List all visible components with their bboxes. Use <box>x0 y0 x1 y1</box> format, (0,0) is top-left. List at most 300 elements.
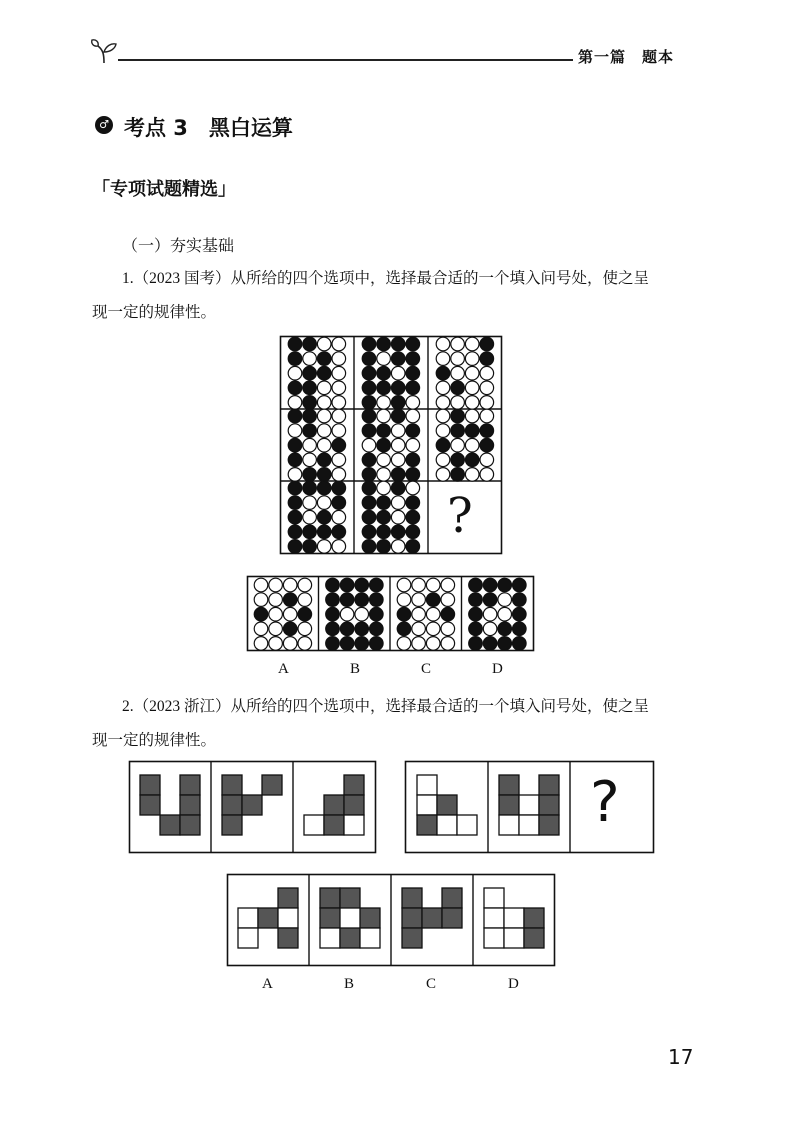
option-1-dot-1-1 <box>340 593 354 607</box>
grid-cell-2-dot-2-1 <box>451 366 465 380</box>
option-3-dot-3-0 <box>469 622 483 636</box>
grid-cell-7-dot-2-0 <box>362 510 376 524</box>
question-1-line2: 现一定的规律性。 <box>92 304 217 321</box>
grid-cell-0-dot-3-0 <box>288 381 302 395</box>
grid-cell-7-dot-1-0 <box>362 496 376 510</box>
option-1-dot-0-3 <box>370 578 384 592</box>
grid-cell-5-dot-3-0 <box>436 453 450 467</box>
grid-cell-5-dot-1-1 <box>451 424 465 438</box>
option-2-dot-2-3 <box>441 607 455 621</box>
grid-cell-2-dot-3-3 <box>480 381 494 395</box>
q1-option-d[interactable]: D <box>492 661 503 677</box>
q2-option-2-sq-1-0 <box>402 908 422 928</box>
grid-cell-2-dot-3-0 <box>436 381 450 395</box>
q2-option-2-sq-1-2 <box>442 908 462 928</box>
grid-cell-5-dot-0-0 <box>436 409 450 423</box>
option-3-dot-3-1 <box>483 622 497 636</box>
q2-option-d[interactable]: D <box>508 976 519 992</box>
grid-cell-7-dot-4-1 <box>377 540 391 554</box>
seq-cell-0-sq-1-0 <box>140 795 160 815</box>
q1-option-c[interactable]: C <box>421 661 432 677</box>
option-1-dot-0-0 <box>326 578 340 592</box>
grid-cell-7-dot-4-0 <box>362 540 376 554</box>
option-1-dot-1-2 <box>355 593 369 607</box>
grid-cell-7-dot-3-1 <box>377 525 391 539</box>
grid-cell-4-dot-0-3 <box>406 409 420 423</box>
grid-cell-3-dot-2-2 <box>317 438 331 452</box>
q2-option-3-sq-1-0 <box>484 908 504 928</box>
seq-cell-2-sq-2-1 <box>324 815 344 835</box>
option-1-dot-2-0 <box>326 607 340 621</box>
option-2-dot-1-3 <box>441 593 455 607</box>
option-1-dot-4-2 <box>355 637 369 651</box>
option-0-dot-4-0 <box>254 637 268 651</box>
q2-option-0-sq-2-0 <box>238 928 258 948</box>
q2-option-2-sq-0-2 <box>442 888 462 908</box>
question-2-text <box>92 690 692 758</box>
option-2-dot-3-3 <box>441 622 455 636</box>
option-0-dot-2-3 <box>298 607 312 621</box>
seq-cell-3-sq-1-1 <box>437 795 457 815</box>
option-3-dot-0-1 <box>483 578 497 592</box>
question-2-options <box>227 874 555 966</box>
option-0-dot-4-1 <box>269 637 283 651</box>
grid-cell-6-dot-2-3 <box>332 510 346 524</box>
option-0-dot-0-0 <box>254 578 268 592</box>
grid-cell-4-dot-2-1 <box>377 438 391 452</box>
grid-cell-1-dot-2-3 <box>406 366 420 380</box>
q2-option-a[interactable]: A <box>262 976 273 992</box>
option-2-dot-2-1 <box>412 607 426 621</box>
grid-cell-4-dot-2-3 <box>406 438 420 452</box>
seq-cell-1-sq-2-0 <box>222 815 242 835</box>
grid-cell-2-dot-1-0 <box>436 352 450 366</box>
grid-cell-0-dot-0-2 <box>317 337 331 351</box>
option-0-dot-2-1 <box>269 607 283 621</box>
grid-cell-4-dot-4-0 <box>362 468 376 482</box>
seq-cell-0-sq-1-2 <box>180 795 200 815</box>
part-title: （一）夯实基础 <box>122 236 235 255</box>
seq-cell-4-sq-2-2 <box>539 815 559 835</box>
grid-cell-1-dot-0-0 <box>362 337 376 351</box>
grid-cell-5-dot-1-2 <box>465 424 479 438</box>
option-3-dot-1-2 <box>498 593 512 607</box>
option-3-dot-2-1 <box>483 607 497 621</box>
seq-cell-4-sq-1-0 <box>499 795 519 815</box>
grid-cell-3-dot-0-3 <box>332 409 346 423</box>
grid-cell-0-dot-4-1 <box>303 396 317 410</box>
option-0-dot-2-0 <box>254 607 268 621</box>
q1-option-a[interactable]: A <box>278 661 289 677</box>
seq-cell-1-sq-0-0 <box>222 775 242 795</box>
question-1-question-mark: ? <box>447 488 473 544</box>
grid-cell-7-dot-3-2 <box>391 525 405 539</box>
grid-cell-5-dot-1-3 <box>480 424 494 438</box>
grid-cell-0-dot-1-3 <box>332 352 346 366</box>
option-1-dot-1-3 <box>370 593 384 607</box>
seq-cell-4-sq-0-0 <box>499 775 519 795</box>
grid-cell-3-dot-3-2 <box>317 453 331 467</box>
grid-cell-0-dot-2-3 <box>332 366 346 380</box>
grid-cell-4-dot-1-0 <box>362 424 376 438</box>
grid-cell-7-dot-0-0 <box>362 481 376 495</box>
grid-cell-3-dot-0-0 <box>288 409 302 423</box>
grid-cell-3-dot-2-3 <box>332 438 346 452</box>
grid-cell-4-dot-1-1 <box>377 424 391 438</box>
grid-cell-5-dot-0-1 <box>451 409 465 423</box>
option-1-dot-3-1 <box>340 622 354 636</box>
grid-cell-2-dot-3-1 <box>451 381 465 395</box>
grid-cell-3-dot-3-3 <box>332 453 346 467</box>
grid-cell-7-dot-2-2 <box>391 510 405 524</box>
option-1-dot-2-3 <box>370 607 384 621</box>
q2-option-1-sq-2-1 <box>340 928 360 948</box>
q2-option-1-sq-0-1 <box>340 888 360 908</box>
grid-cell-3-dot-1-2 <box>317 424 331 438</box>
grid-cell-6-dot-4-2 <box>317 540 331 554</box>
grid-cell-6-dot-1-0 <box>288 496 302 510</box>
section-bullet-icon: ♂ <box>95 116 113 134</box>
grid-cell-1-dot-3-3 <box>406 381 420 395</box>
option-1-dot-2-2 <box>355 607 369 621</box>
grid-cell-6-dot-2-1 <box>303 510 317 524</box>
grid-cell-6-dot-4-1 <box>303 540 317 554</box>
grid-cell-5-dot-3-2 <box>465 453 479 467</box>
grid-cell-7-dot-4-3 <box>406 540 420 554</box>
option-1-dot-3-0 <box>326 622 340 636</box>
grid-cell-4-dot-4-3 <box>406 468 420 482</box>
option-3-dot-1-1 <box>483 593 497 607</box>
grid-cell-2-dot-0-1 <box>451 337 465 351</box>
sprout-icon <box>90 38 120 64</box>
grid-cell-4-dot-1-2 <box>391 424 405 438</box>
option-1-dot-3-3 <box>370 622 384 636</box>
option-0-dot-4-2 <box>283 637 297 651</box>
grid-cell-7-dot-0-2 <box>391 481 405 495</box>
grid-cell-1-dot-2-1 <box>377 366 391 380</box>
grid-cell-0-dot-2-2 <box>317 366 331 380</box>
seq-cell-3-sq-0-0 <box>417 775 437 795</box>
grid-cell-2-dot-0-0 <box>436 337 450 351</box>
seq-cell-0-sq-2-2 <box>180 815 200 835</box>
seq-cell-4-sq-1-2 <box>539 795 559 815</box>
option-2-dot-2-0 <box>397 607 411 621</box>
grid-cell-2-dot-0-3 <box>480 337 494 351</box>
q2-option-2-sq-0-0 <box>402 888 422 908</box>
grid-cell-0-dot-1-1 <box>303 352 317 366</box>
grid-cell-7-dot-1-2 <box>391 496 405 510</box>
grid-cell-1-dot-4-1 <box>377 396 391 410</box>
question-1-line1: 1.（2023 国考）从所给的四个选项中，选择最合适的一个填入问号处，使之呈 <box>122 270 650 287</box>
grid-cell-1-dot-0-3 <box>406 337 420 351</box>
grid-cell-0-dot-0-3 <box>332 337 346 351</box>
q2-option-2-sq-2-0 <box>402 928 422 948</box>
option-3-dot-4-2 <box>498 637 512 651</box>
grid-cell-0-dot-4-2 <box>317 396 331 410</box>
grid-cell-2-dot-1-3 <box>480 352 494 366</box>
grid-cell-6-dot-2-2 <box>317 510 331 524</box>
grid-cell-6-dot-2-0 <box>288 510 302 524</box>
option-3-dot-2-3 <box>513 607 527 621</box>
seq-cell-3-sq-2-1 <box>437 815 457 835</box>
grid-cell-4-dot-2-0 <box>362 438 376 452</box>
option-2-dot-3-0 <box>397 622 411 636</box>
grid-cell-1-dot-4-3 <box>406 396 420 410</box>
option-0-dot-4-3 <box>298 637 312 651</box>
grid-cell-2-dot-3-2 <box>465 381 479 395</box>
seq-cell-3-sq-1-0 <box>417 795 437 815</box>
grid-cell-7-dot-3-3 <box>406 525 420 539</box>
grid-cell-7-dot-2-1 <box>377 510 391 524</box>
grid-cell-3-dot-1-0 <box>288 424 302 438</box>
option-3-dot-2-0 <box>469 607 483 621</box>
grid-cell-5-dot-0-3 <box>480 409 494 423</box>
grid-cell-2-dot-4-3 <box>480 396 494 410</box>
grid-cell-5-dot-2-1 <box>451 438 465 452</box>
option-0-dot-0-1 <box>269 578 283 592</box>
option-2-dot-1-1 <box>412 593 426 607</box>
seq-cell-2-sq-2-2 <box>344 815 364 835</box>
grid-cell-0-dot-3-1 <box>303 381 317 395</box>
seq-cell-4-sq-1-1 <box>519 795 539 815</box>
option-0-dot-1-3 <box>298 593 312 607</box>
q2-option-1-sq-0-0 <box>320 888 340 908</box>
q2-option-1-sq-1-2 <box>360 908 380 928</box>
grid-cell-0-dot-0-1 <box>303 337 317 351</box>
grid-cell-6-dot-0-0 <box>288 481 302 495</box>
grid-cell-7-dot-3-0 <box>362 525 376 539</box>
grid-cell-5-dot-2-3 <box>480 438 494 452</box>
grid-cell-0-dot-4-3 <box>332 396 346 410</box>
option-0-dot-3-3 <box>298 622 312 636</box>
option-0-dot-0-3 <box>298 578 312 592</box>
grid-cell-4-dot-4-2 <box>391 468 405 482</box>
option-1-dot-4-0 <box>326 637 340 651</box>
grid-cell-4-dot-1-3 <box>406 424 420 438</box>
header-rule <box>118 59 573 61</box>
grid-cell-4-dot-4-1 <box>377 468 391 482</box>
grid-cell-6-dot-3-0 <box>288 525 302 539</box>
grid-cell-0-dot-1-2 <box>317 352 331 366</box>
grid-cell-7-dot-4-2 <box>391 540 405 554</box>
grid-cell-2-dot-1-2 <box>465 352 479 366</box>
grid-cell-6-dot-0-1 <box>303 481 317 495</box>
question-1-text <box>92 262 692 330</box>
grid-cell-4-dot-3-3 <box>406 453 420 467</box>
grid-cell-3-dot-3-0 <box>288 453 302 467</box>
grid-cell-2-dot-4-2 <box>465 396 479 410</box>
option-1-dot-0-1 <box>340 578 354 592</box>
option-3-dot-0-2 <box>498 578 512 592</box>
option-2-dot-0-1 <box>412 578 426 592</box>
option-2-dot-0-0 <box>397 578 411 592</box>
grid-cell-2-dot-2-2 <box>465 366 479 380</box>
option-3-dot-2-2 <box>498 607 512 621</box>
option-0-dot-2-2 <box>283 607 297 621</box>
grid-cell-4-dot-3-1 <box>377 453 391 467</box>
option-2-dot-4-0 <box>397 637 411 651</box>
grid-cell-4-dot-2-2 <box>391 438 405 452</box>
grid-cell-0-dot-2-0 <box>288 366 302 380</box>
q2-option-0-sq-2-2 <box>278 928 298 948</box>
seq-cell-4-sq-2-0 <box>499 815 519 835</box>
grid-cell-5-dot-4-2 <box>465 468 479 482</box>
q2-option-3-sq-1-1 <box>504 908 524 928</box>
grid-cell-3-dot-0-1 <box>303 409 317 423</box>
grid-cell-6-dot-4-0 <box>288 540 302 554</box>
grid-cell-5-dot-0-2 <box>465 409 479 423</box>
grid-cell-0-dot-2-1 <box>303 366 317 380</box>
q2-option-0-sq-0-2 <box>278 888 298 908</box>
option-0-dot-0-2 <box>283 578 297 592</box>
grid-cell-3-dot-3-1 <box>303 453 317 467</box>
seq-cell-0-sq-0-0 <box>140 775 160 795</box>
q2-option-1-sq-2-2 <box>360 928 380 948</box>
bracket-title: 「专项试题精选」 <box>92 179 236 200</box>
option-0-dot-1-2 <box>283 593 297 607</box>
option-2-dot-2-2 <box>426 607 440 621</box>
question-2-line1: 2.（2023 浙江）从所给的四个选项中，选择最合适的一个填入问号处，使之呈 <box>122 698 650 715</box>
option-0-dot-1-1 <box>269 593 283 607</box>
seq-cell-3-sq-2-2 <box>457 815 477 835</box>
grid-cell-1-dot-3-1 <box>377 381 391 395</box>
grid-cell-4-dot-3-0 <box>362 453 376 467</box>
option-2-dot-1-0 <box>397 593 411 607</box>
option-1-dot-2-1 <box>340 607 354 621</box>
q2-option-b[interactable]: B <box>344 976 355 992</box>
grid-cell-0-dot-0-0 <box>288 337 302 351</box>
seq-cell-2-sq-0-2 <box>344 775 364 795</box>
section-title: 考点 3 黑白运算 <box>124 116 293 140</box>
grid-cell-6-dot-3-1 <box>303 525 317 539</box>
seq-cell-1-sq-1-0 <box>222 795 242 815</box>
grid-cell-1-dot-2-0 <box>362 366 376 380</box>
grid-cell-7-dot-0-3 <box>406 481 420 495</box>
q2-option-3-sq-1-2 <box>524 908 544 928</box>
option-1-dot-0-2 <box>355 578 369 592</box>
option-3-dot-1-0 <box>469 593 483 607</box>
q2-option-3-sq-2-2 <box>524 928 544 948</box>
grid-cell-5-dot-4-0 <box>436 468 450 482</box>
grid-cell-4-dot-0-2 <box>391 409 405 423</box>
option-2-dot-4-3 <box>441 637 455 651</box>
option-2-dot-3-2 <box>426 622 440 636</box>
grid-cell-6-dot-0-3 <box>332 481 346 495</box>
option-1-dot-1-0 <box>326 593 340 607</box>
grid-cell-1-dot-3-0 <box>362 381 376 395</box>
grid-cell-2-dot-0-2 <box>465 337 479 351</box>
seq-cell-0-sq-2-1 <box>160 815 180 835</box>
question-2-question-mark: ? <box>590 770 620 835</box>
grid-cell-3-dot-1-3 <box>332 424 346 438</box>
option-1-dot-4-3 <box>370 637 384 651</box>
grid-cell-7-dot-1-3 <box>406 496 420 510</box>
grid-cell-2-dot-2-3 <box>480 366 494 380</box>
grid-cell-7-dot-0-1 <box>377 481 391 495</box>
option-3-dot-3-3 <box>513 622 527 636</box>
seq-cell-2-sq-2-0 <box>304 815 324 835</box>
option-3-dot-0-0 <box>469 578 483 592</box>
grid-cell-5-dot-3-1 <box>451 453 465 467</box>
q2-option-2-sq-1-1 <box>422 908 442 928</box>
q2-option-0-sq-1-0 <box>238 908 258 928</box>
grid-cell-3-dot-1-1 <box>303 424 317 438</box>
grid-cell-5-dot-2-0 <box>436 438 450 452</box>
seq-cell-4-sq-0-2 <box>539 775 559 795</box>
seq-cell-4-sq-2-1 <box>519 815 539 835</box>
grid-cell-3-dot-4-3 <box>332 468 346 482</box>
q2-option-1-sq-1-0 <box>320 908 340 928</box>
option-3-dot-4-0 <box>469 637 483 651</box>
grid-cell-0-dot-3-3 <box>332 381 346 395</box>
option-3-dot-3-2 <box>498 622 512 636</box>
page-number: 17 <box>668 1045 694 1069</box>
grid-cell-7-dot-2-3 <box>406 510 420 524</box>
grid-cell-3-dot-4-2 <box>317 468 331 482</box>
option-3-dot-1-3 <box>513 593 527 607</box>
option-2-dot-4-2 <box>426 637 440 651</box>
grid-cell-1-dot-0-1 <box>377 337 391 351</box>
grid-cell-3-dot-2-1 <box>303 438 317 452</box>
option-2-dot-3-1 <box>412 622 426 636</box>
seq-cell-2-sq-1-1 <box>324 795 344 815</box>
grid-cell-0-dot-4-0 <box>288 396 302 410</box>
grid-cell-1-dot-1-1 <box>377 352 391 366</box>
q2-option-3-sq-2-0 <box>484 928 504 948</box>
option-2-dot-0-2 <box>426 578 440 592</box>
q2-option-0-sq-1-2 <box>278 908 298 928</box>
grid-cell-6-dot-1-1 <box>303 496 317 510</box>
grid-cell-5-dot-1-0 <box>436 424 450 438</box>
grid-cell-6-dot-1-3 <box>332 496 346 510</box>
option-0-dot-3-1 <box>269 622 283 636</box>
grid-cell-1-dot-1-0 <box>362 352 376 366</box>
grid-cell-3-dot-2-0 <box>288 438 302 452</box>
grid-cell-3-dot-0-2 <box>317 409 331 423</box>
grid-cell-6-dot-3-2 <box>317 525 331 539</box>
grid-cell-5-dot-2-2 <box>465 438 479 452</box>
q1-option-b[interactable]: B <box>350 661 361 677</box>
option-0-dot-3-2 <box>283 622 297 636</box>
option-3-dot-4-3 <box>513 637 527 651</box>
grid-cell-7-dot-1-1 <box>377 496 391 510</box>
grid-cell-2-dot-1-1 <box>451 352 465 366</box>
option-1-dot-3-2 <box>355 622 369 636</box>
grid-cell-5-dot-3-3 <box>480 453 494 467</box>
grid-cell-4-dot-0-1 <box>377 409 391 423</box>
option-2-dot-4-1 <box>412 637 426 651</box>
question-2-line2: 现一定的规律性。 <box>92 732 217 749</box>
seq-cell-2-sq-1-2 <box>344 795 364 815</box>
grid-cell-1-dot-1-3 <box>406 352 420 366</box>
grid-cell-3-dot-4-0 <box>288 468 302 482</box>
grid-cell-2-dot-4-1 <box>451 396 465 410</box>
option-2-dot-0-3 <box>441 578 455 592</box>
grid-cell-1-dot-3-2 <box>391 381 405 395</box>
q2-option-c[interactable]: C <box>426 976 437 992</box>
grid-cell-6-dot-0-2 <box>317 481 331 495</box>
grid-cell-6-dot-3-3 <box>332 525 346 539</box>
grid-cell-6-dot-4-3 <box>332 540 346 554</box>
seq-cell-0-sq-0-2 <box>180 775 200 795</box>
option-3-dot-4-1 <box>483 637 497 651</box>
grid-cell-3-dot-4-1 <box>303 468 317 482</box>
option-3-dot-0-3 <box>513 578 527 592</box>
grid-cell-4-dot-0-0 <box>362 409 376 423</box>
grid-cell-0-dot-3-2 <box>317 381 331 395</box>
grid-cell-5-dot-4-3 <box>480 468 494 482</box>
chapter-title: 第一篇 题本 <box>578 48 675 66</box>
